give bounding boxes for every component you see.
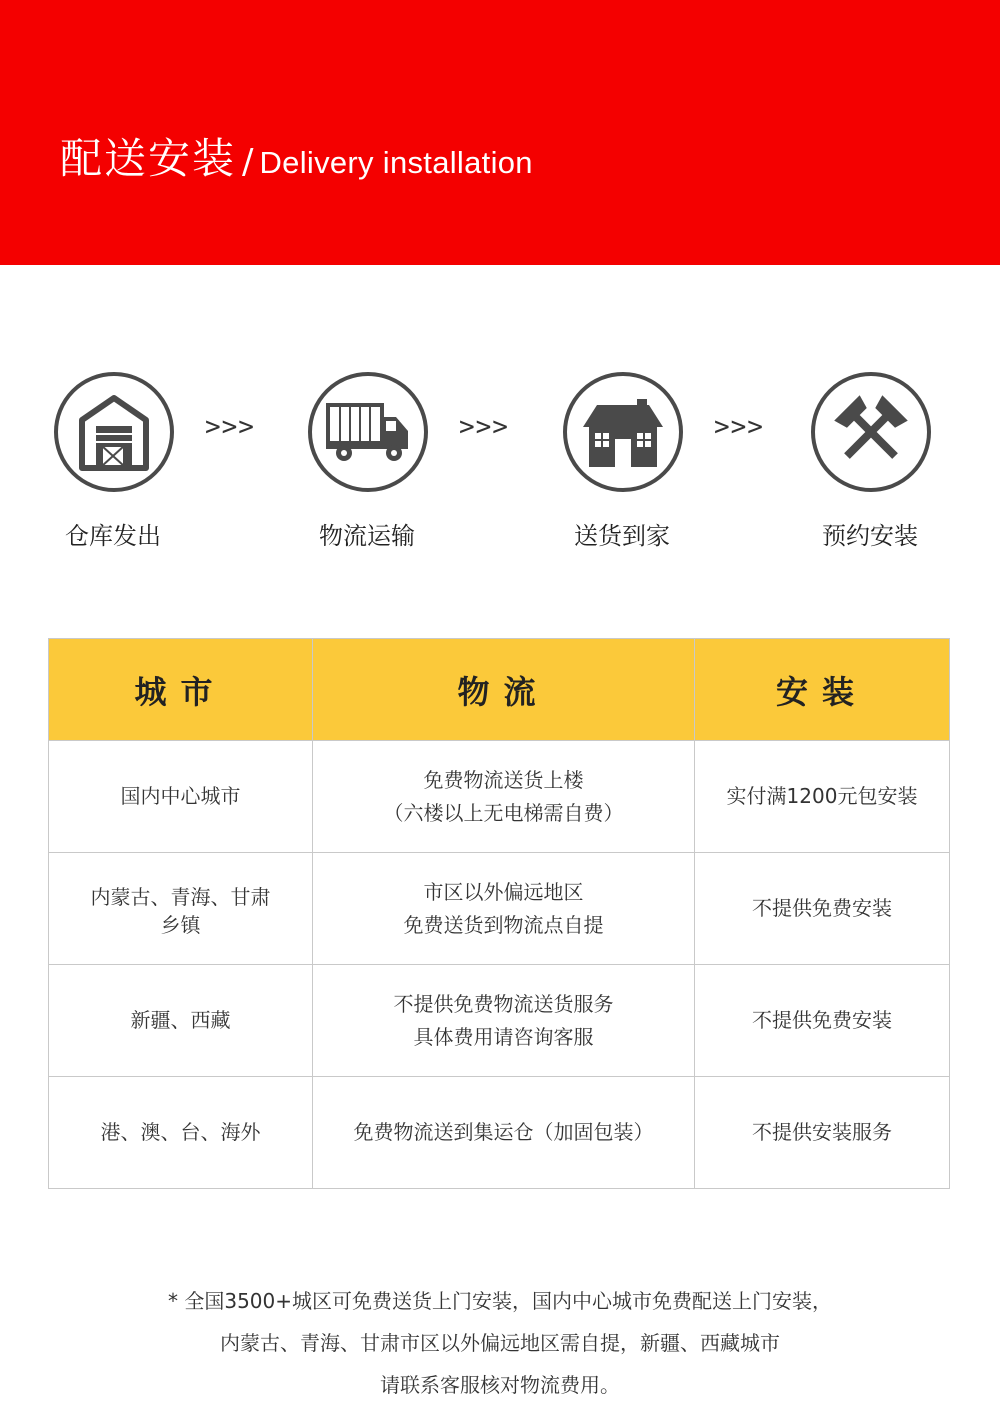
title-separator: / — [242, 142, 254, 182]
logistics-text: 免费送货到物流点自提 — [403, 912, 604, 937]
logistics-cell — [313, 965, 695, 1077]
city-cell — [49, 965, 313, 1077]
logistics-text: 免费物流送货上楼 — [423, 767, 584, 792]
city-text: 港、澳、台、海外 — [100, 1120, 261, 1144]
step-label: 预约安装 — [822, 522, 918, 550]
install-text: 不提供免费安装 — [752, 896, 892, 920]
footnote-line: * 全国3500+城区可免费送货上门安装，国内中心城市免费配送上门安装， — [167, 1289, 832, 1313]
footnote-line: 请联系客服核对物流费用。 — [380, 1373, 620, 1397]
install-text: 不提供免费安装 — [752, 1008, 892, 1032]
city-text: 内蒙古、青海、甘肃 — [90, 885, 271, 909]
install-text: 实付满1200元包安装 — [726, 784, 918, 808]
step-warehouse — [48, 372, 178, 572]
warehouse-icon — [54, 372, 174, 492]
delivery-policy-table — [48, 638, 950, 1189]
city-text: 乡镇 — [160, 913, 201, 937]
city-cell — [49, 853, 313, 965]
city-text: 国内中心城市 — [120, 784, 241, 808]
truck-icon — [308, 372, 428, 492]
city-cell — [49, 1077, 313, 1189]
header-installation: 安装 — [695, 639, 950, 741]
step-arrow: >>> — [205, 412, 255, 442]
logistics-text: 不提供免费物流送货服务 — [393, 991, 614, 1016]
step-installation — [805, 372, 935, 572]
crossed-hammers-icon — [811, 372, 931, 492]
logistics-text: 免费物流送到集运仓（加固包装） — [353, 1120, 654, 1144]
step-home-delivery — [557, 372, 687, 572]
table-row — [49, 965, 950, 1077]
table-row — [49, 741, 950, 853]
table-header-row — [49, 639, 950, 741]
footnote-line: 内蒙古、青海、甘肃市区以外偏远地区需自提，新疆、西藏城市 — [220, 1331, 780, 1355]
city-cell — [49, 741, 313, 853]
step-label: 仓库发出 — [65, 522, 161, 550]
footnote — [0, 1280, 1000, 1406]
install-cell — [695, 741, 950, 853]
header-banner — [0, 0, 1000, 265]
table-row — [49, 853, 950, 965]
step-arrow: >>> — [714, 412, 764, 442]
house-icon — [563, 372, 683, 492]
logistics-cell — [313, 741, 695, 853]
install-text: 不提供安装服务 — [752, 1120, 892, 1144]
title-english: Delivery installation — [259, 145, 533, 180]
step-label: 物流运输 — [319, 522, 415, 550]
logistics-cell — [313, 1077, 695, 1189]
city-text: 新疆、西藏 — [130, 1008, 231, 1032]
logistics-text: （六楼以上无电梯需自费） — [383, 800, 624, 825]
header-city: 城市 — [49, 639, 313, 741]
step-arrow: >>> — [459, 412, 509, 442]
header-logistics: 物流 — [313, 639, 695, 741]
install-cell — [695, 965, 950, 1077]
install-cell — [695, 853, 950, 965]
install-cell — [695, 1077, 950, 1189]
page-title — [60, 134, 533, 183]
table-row — [49, 1077, 950, 1189]
step-logistics — [302, 372, 432, 572]
logistics-text: 具体费用请咨询客服 — [413, 1024, 594, 1049]
step-label: 送货到家 — [574, 522, 670, 550]
logistics-text: 市区以外偏远地区 — [423, 879, 584, 904]
logistics-cell — [313, 853, 695, 965]
title-chinese: 配送安装 — [60, 134, 237, 183]
